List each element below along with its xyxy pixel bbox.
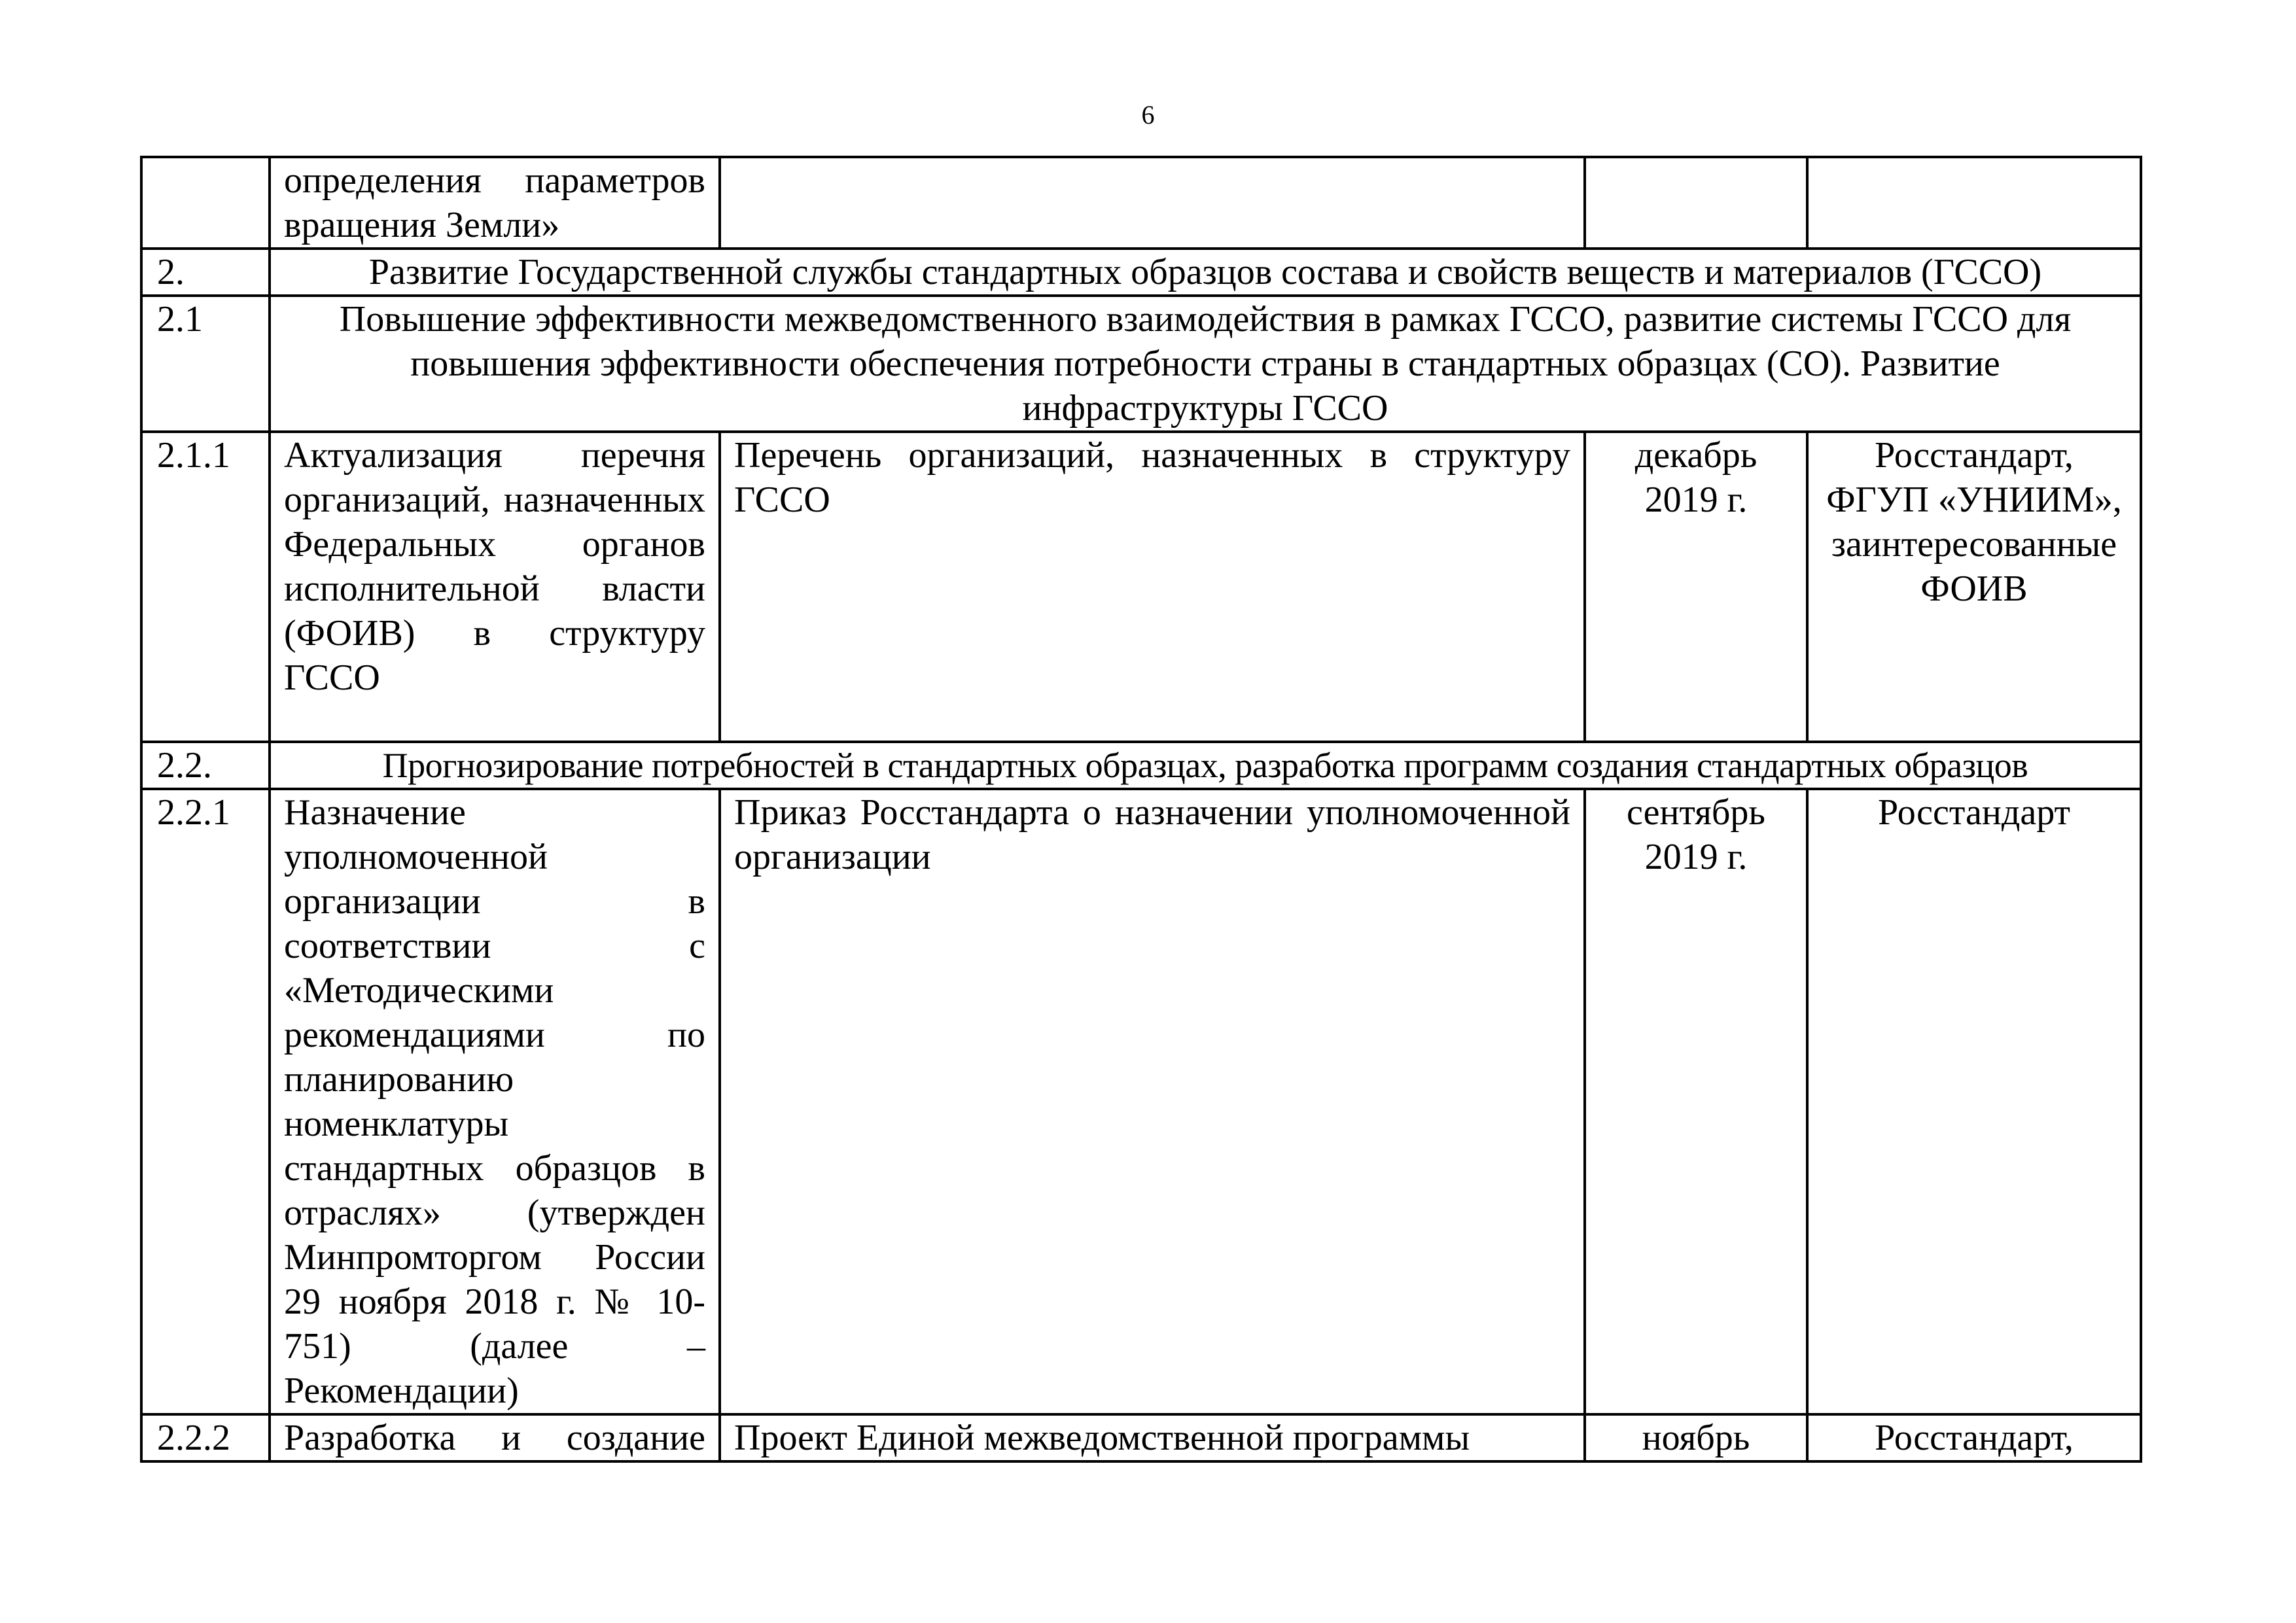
plan-table bbox=[140, 156, 2142, 1463]
section-title: Повышение эффективности межведомственного взаимодействия в рамках ГССО, развитие системы ГССО для повышения эффективности обеспечения потребности страны в стандартных образцах (СО). Развитие инфраструктуры ГССО bbox=[270, 296, 2141, 432]
section-number: 2.2. bbox=[141, 742, 270, 789]
cell-action bbox=[270, 157, 720, 249]
item-action: Разработка и создание bbox=[270, 1414, 720, 1461]
item-number: 2.2.1 bbox=[141, 789, 270, 1414]
section-title: Развитие Государственной службы стандартных образцов состава и свойств веществ и материалов (ГССО) bbox=[270, 249, 2141, 296]
item-responsible: Росстандарт, bbox=[1807, 1414, 2141, 1461]
section-title: Прогнозирование потребностей в стандартных образцах, разработка программ создания стандартных образцов bbox=[270, 742, 2141, 789]
item-number: 2.2.2 bbox=[141, 1414, 270, 1461]
table-row-item bbox=[141, 789, 2141, 1414]
item-responsible: Росстандарт, ФГУП «УНИИМ», заинтересованные ФОИВ bbox=[1807, 432, 2141, 742]
item-result: Проект Единой межведомственной программы bbox=[720, 1414, 1585, 1461]
table-row-continuation bbox=[141, 157, 2141, 249]
section-number: 2.1 bbox=[141, 296, 270, 432]
item-deadline: сентябрь 2019 г. bbox=[1585, 789, 1807, 1414]
table-row-section bbox=[141, 249, 2141, 296]
item-result: Перечень организаций, назначенных в структуру ГССО bbox=[720, 432, 1585, 742]
cell-deadline bbox=[1585, 157, 1807, 249]
table-row-item bbox=[141, 1414, 2141, 1461]
item-result: Приказ Росстандарта о назначении уполномоченной организации bbox=[720, 789, 1585, 1414]
item-number: 2.1.1 bbox=[141, 432, 270, 742]
cell-number bbox=[141, 157, 270, 249]
cell-result bbox=[720, 157, 1585, 249]
table-row-section bbox=[141, 296, 2141, 432]
action-text: определения параметров вращения Земли» bbox=[284, 160, 705, 245]
page-number: 6 bbox=[1141, 100, 1155, 130]
table-row-section bbox=[141, 742, 2141, 789]
table-row-item bbox=[141, 432, 2141, 742]
item-action: Назначение уполномоченной организации в соответствии с «Методическими рекомендациями по планированию номенклатуры стандартных образцов в отраслях» (утвержден Минпромторгом России 29 ноября 2018 г. № 10-751) (далее – Рекомендации) bbox=[270, 789, 720, 1414]
item-deadline: ноябрь bbox=[1585, 1414, 1807, 1461]
item-action: Актуализация перечня организаций, назначенных Федеральных органов исполнительной власти (ФОИВ) в структуру ГССО bbox=[270, 432, 720, 742]
item-deadline: декабрь 2019 г. bbox=[1585, 432, 1807, 742]
cell-responsible bbox=[1807, 157, 2141, 249]
section-number: 2. bbox=[141, 249, 270, 296]
item-responsible: Росстандарт bbox=[1807, 789, 2141, 1414]
